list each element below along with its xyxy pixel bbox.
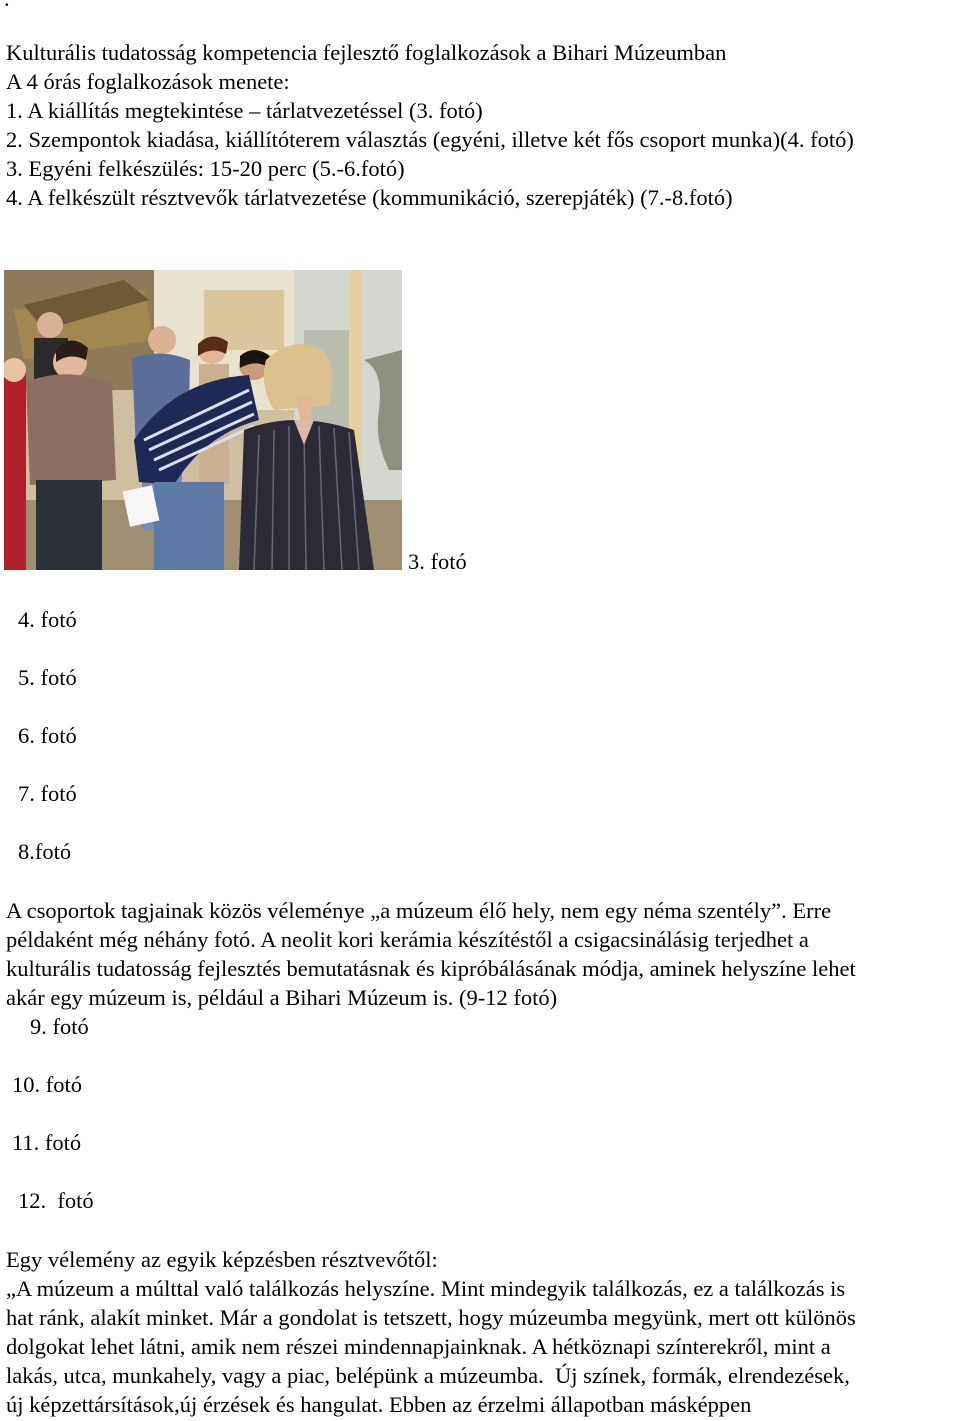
photo-caption-12: 12. fotó <box>18 1188 94 1213</box>
outline-step-2: 2. Szempontok kiadása, kiállítóterem választás (egyéni, illetve két fős csoport munka)(4. fotó) <box>6 127 854 152</box>
document-title: Kulturális tudatosság kompetencia fejlesztő foglalkozások a Bihari Múzeumban <box>6 40 727 65</box>
photo-caption-5: 5. fotó <box>18 665 77 690</box>
paragraph-2-line-2: „A múzeum a múlttal való találkozás helyszíne. Mint mindegyik találkozás, ez a találkozás is <box>6 1276 846 1301</box>
photo-caption-3: 3. fotó <box>408 549 467 574</box>
paragraph-2-line-4: dolgokat lehet látni, amik nem részei mindennapjainknak. A hétköznapi színterekről, mint a <box>6 1334 831 1359</box>
paragraph-2-line-6: új képzettársítások,új érzések és hangulat. Ebben az érzelmi állapotban másképpen <box>6 1392 752 1417</box>
photo-caption-7: 7. fotó <box>18 781 77 806</box>
paragraph-1-line-3: kulturális tudatosság fejlesztés bemutatásnak és kipróbálásának módja, aminek helyszíne lehet <box>6 956 856 981</box>
photo-caption-11: 11. fotó <box>12 1130 82 1155</box>
paragraph-2-line-1: Egy vélemény az egyik képzésben résztvevőtől: <box>6 1247 438 1272</box>
outline-step-4: 4. A felkészült résztvevők tárlatvezetése (kommunikáció, szerepjáték) (7.-8.fotó) <box>6 185 733 210</box>
paragraph-2-line-3: hat ránk, alakít minket. Már a gondolat is tetszett, hogy múzeumba megyünk, mert ott különös <box>6 1305 856 1330</box>
photo-caption-8: 8.fotó <box>18 839 72 864</box>
outline-step-3: 3. Egyéni felkészülés: 15-20 perc (5.-6.fotó) <box>6 156 405 181</box>
photo-caption-9: 9. fotó <box>30 1014 89 1039</box>
paragraph-1-line-2: példaként még néhány fotó. A neolit kori kerámia készítéstől a csigacsinálásig terjedhet a <box>6 927 809 952</box>
outline-step-1: 1. A kiállítás megtekintése – tárlatvezetéssel (3. fotó) <box>6 98 483 123</box>
paragraph-1-line-1: A csoportok tagjainak közös véleménye „a múzeum élő hely, nem egy néma szentély”. Erre <box>6 898 832 923</box>
photo-caption-10: 10. fotó <box>12 1072 82 1097</box>
museum-tour-photo <box>4 270 402 570</box>
top-mark <box>4 0 10 13</box>
museum-tour-photo-illustration <box>4 270 402 570</box>
paragraph-1-line-4: akár egy múzeum is, például a Bihari Múzeum is. (9-12 fotó) <box>6 985 558 1010</box>
session-outline-heading: A 4 órás foglalkozások menete: <box>6 69 290 94</box>
photo-caption-4: 4. fotó <box>18 607 77 632</box>
photo-caption-6: 6. fotó <box>18 723 77 748</box>
paragraph-2-line-5: lakás, utca, munkahely, vagy a piac, belépünk a múzeumba. Új színek, formák, elrendezések, <box>6 1363 850 1388</box>
